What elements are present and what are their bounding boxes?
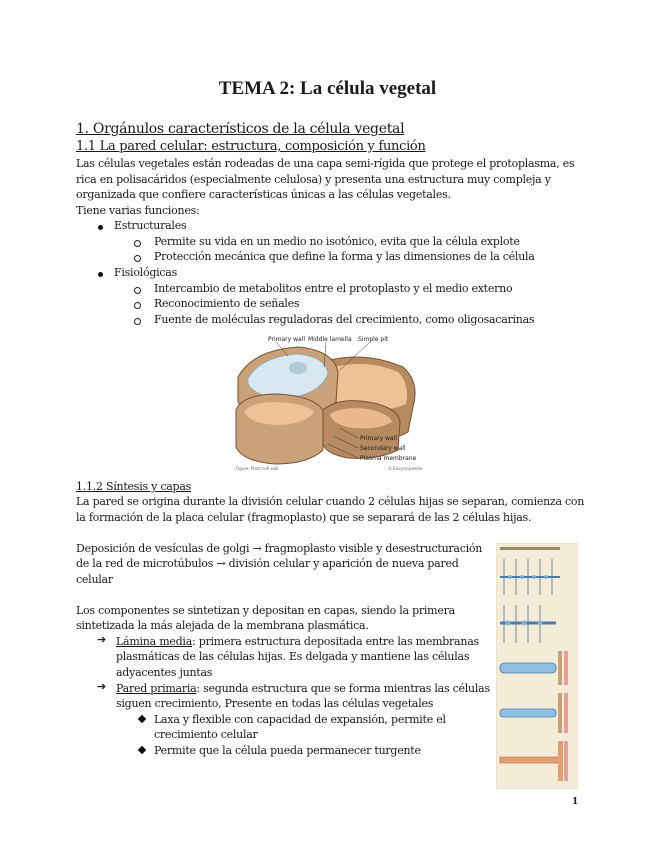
label-primary-wall: Primary wall — [360, 435, 398, 442]
page-number: 1 — [572, 797, 579, 807]
page-title: TEMA 2: La célula vegetal — [218, 78, 437, 99]
term-definition: : primera estructura depositada entre las membranas — [192, 635, 479, 648]
label-plasma-membrane: Plasma membrane — [360, 455, 417, 462]
diamond-bullet-icon — [138, 715, 146, 723]
bullet-icon — [98, 225, 103, 230]
paragraph-line: celular — [76, 573, 113, 586]
subsection-heading: 1.1 La pared celular: estructura, composición y función — [76, 139, 426, 154]
list-item: Permite su vida en un medio no isotónico, evita que la célula explote — [154, 235, 520, 248]
subsection-heading-synthesis: 1.1.2 Síntesis y capas — [76, 480, 192, 493]
figure-credit: © Encyclopaedia — [388, 466, 423, 471]
intro-line-1: Las células vegetales están rodeadas de una capa semi-rígida que protege el protoplasma, es — [76, 157, 575, 170]
arrow-item-line: plasmáticas de las células hijas. Es delgada y mantiene las células — [116, 650, 470, 663]
arrow-item-line — [116, 634, 479, 650]
paragraph-line: la formación de la placa celular (fragmoplasto) que se separará de las 2 células hijas. — [76, 511, 532, 524]
section-heading: 1. Orgánulos característicos de la célula vegetal — [76, 121, 405, 137]
paragraph-line: de la red de microtúbulos → división celular y aparición de nueva pared — [76, 557, 459, 570]
list-item: Fuente de moléculas reguladoras del crecimiento, como oligosacarinas — [154, 313, 535, 326]
paragraph-line: Los componentes se sintetizan y depositan en capas, siendo la primera — [76, 604, 455, 617]
term-pared-primaria: Pared primaria — [116, 682, 197, 695]
intro-line-2: rica en polisacáridos (especialmente celulosa) y presenta una estructura muy compleja y — [76, 173, 551, 186]
figure-title-bar — [500, 547, 560, 550]
function-label-structural: Estructurales — [114, 219, 187, 232]
list-item: Protección mecánica que define la forma y las dimensiones de la célula — [154, 250, 535, 263]
label-middle-lamella: Middle lamella — [308, 336, 352, 343]
term-definition: : segunda estructura que se forma mientras las células — [196, 682, 490, 695]
paragraph-line: La pared se origina durante la división celular cuando 2 células hijas se separan, comienza con — [76, 495, 585, 508]
diamond-item-line: Laxa y flexible con capacidad de expansión, permite el — [154, 713, 446, 726]
nucleus — [289, 362, 307, 374]
arrow-right-icon: ➔ — [97, 633, 107, 646]
intro-line-3: organizada que confiere características únicas a las células vegetales. — [76, 188, 451, 201]
diamond-item-line: crecimiento celular — [154, 728, 258, 741]
figure-caption: Figure: Plant cell wall — [236, 466, 279, 471]
list-item: Intercambio de metabolitos entre el protoplasto y el medio externo — [154, 282, 513, 295]
arrow-right-icon: ➔ — [97, 680, 107, 693]
label-primary-wall-top: Primary wall — [268, 336, 306, 343]
function-label-physiological: Fisiológicas — [114, 266, 177, 279]
arrow-item-line: siguen crecimiento, Presente en todas las células vegetales — [116, 697, 434, 710]
intro-line-4: Tiene varias funciones: — [76, 204, 200, 217]
circle-bullet-icon — [134, 287, 141, 294]
term-lamina-media: Lámina media — [116, 635, 193, 648]
circle-bullet-icon — [134, 255, 141, 262]
arrow-item-line: adyacentes juntas — [116, 666, 213, 679]
circle-bullet-icon — [134, 302, 141, 309]
list-item: Reconocimiento de señales — [154, 297, 300, 310]
label-simple-pit: Simple pit — [358, 336, 389, 343]
circle-bullet-icon — [134, 318, 141, 325]
diamond-bullet-icon — [138, 746, 146, 754]
diamond-item-line: Permite que la célula pueda permanecer turgente — [154, 744, 421, 757]
cell-wall-figure — [228, 332, 424, 472]
cell-plate-formation-figure — [496, 543, 578, 789]
label-secondary-wall: Secondary wall — [360, 445, 406, 452]
circle-bullet-icon — [134, 240, 141, 247]
arrow-item-line — [116, 681, 490, 697]
paragraph-line: sintetizada la más alejada de la membrana plasmática. — [76, 619, 369, 632]
paragraph-line: Deposición de vesículas de golgi → fragmoplasto visible y desestructuración — [76, 542, 483, 555]
bullet-icon — [98, 272, 103, 277]
